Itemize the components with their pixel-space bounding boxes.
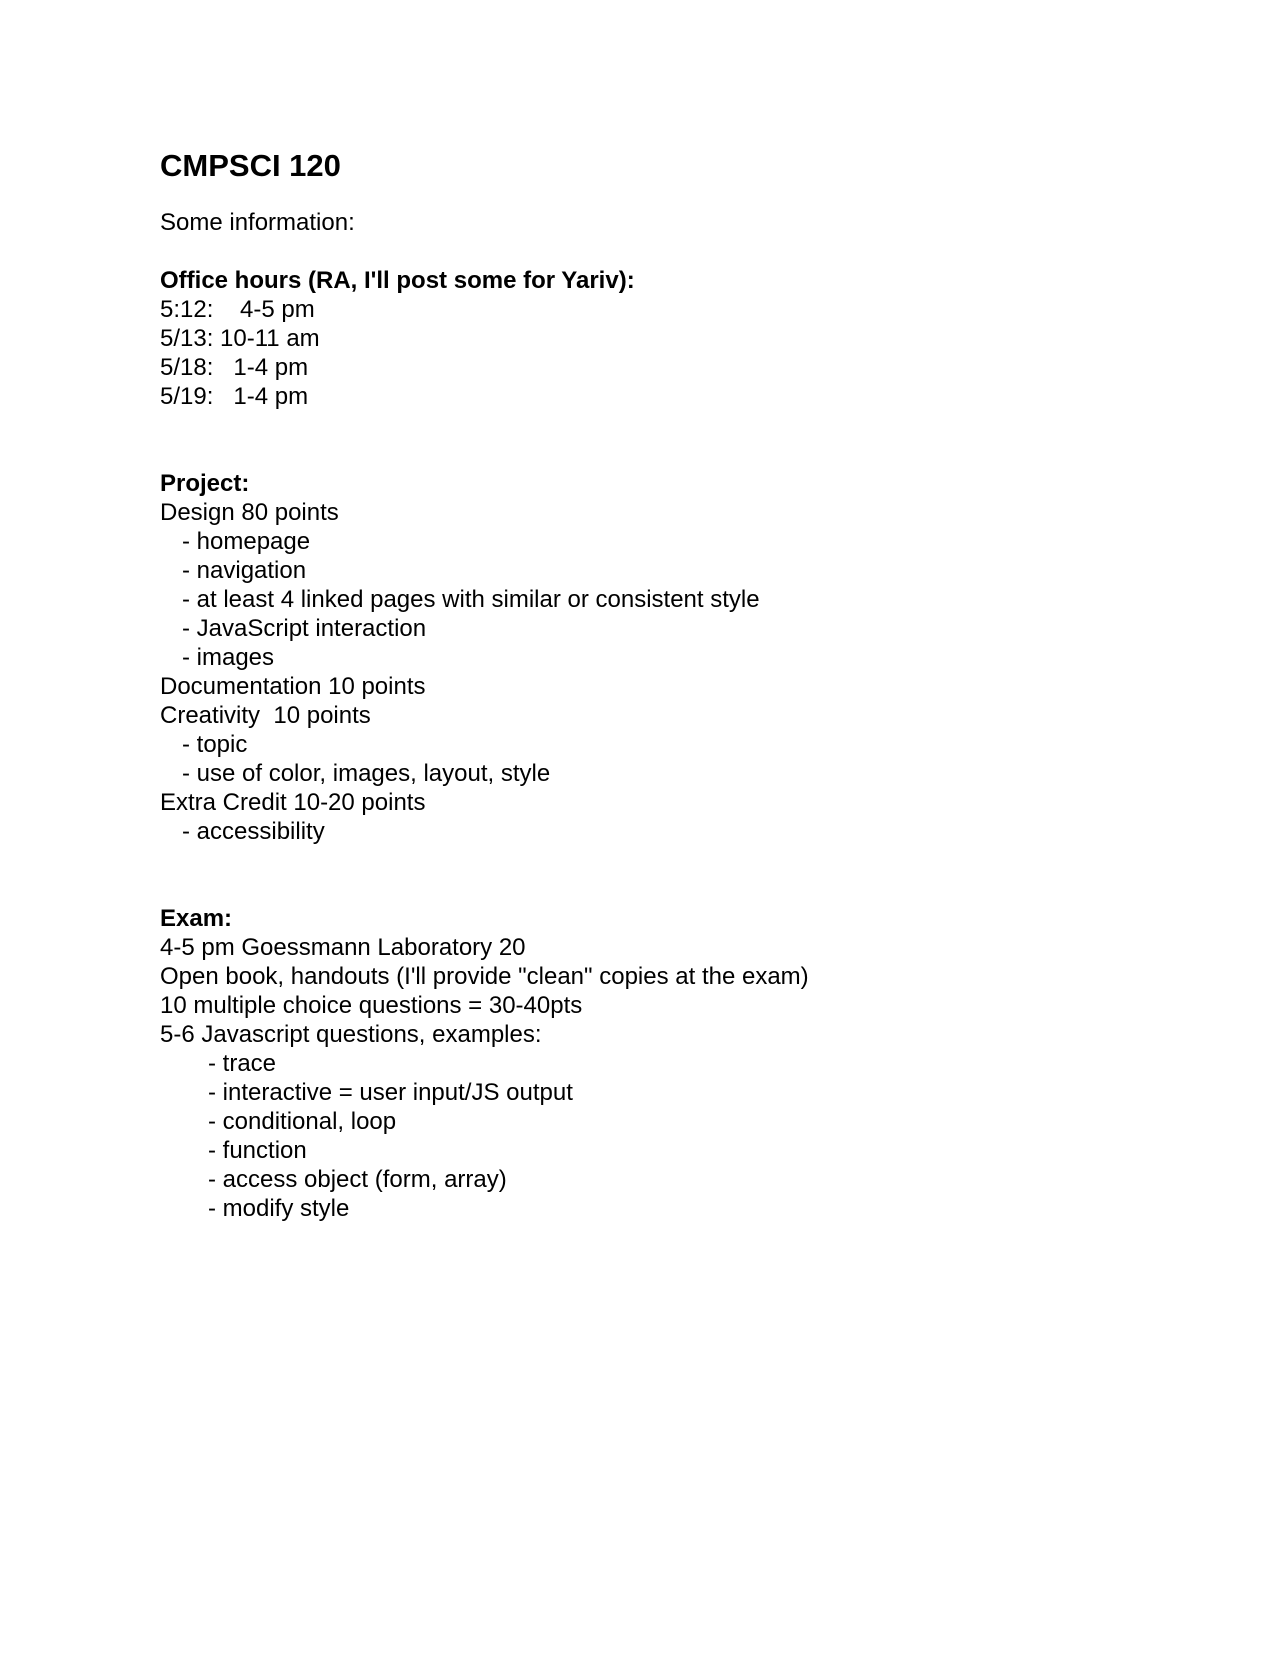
list-item: - at least 4 linked pages with similar or consistent style (182, 586, 760, 613)
exam-line: Open book, handouts (I'll provide "clean" copies at the exam) (160, 963, 809, 990)
exam-heading: Exam: (160, 905, 233, 932)
list-item: - access object (form, array) (208, 1166, 507, 1193)
project-creativity-line: Creativity 10 points (160, 702, 371, 729)
office-hours-line: 5:12: 4-5 pm (160, 296, 315, 323)
document-page (160, 146, 1160, 1223)
exam-line: 10 multiple choice questions = 30-40pts (160, 992, 583, 1019)
office-hours-line: 5/18: 1-4 pm (160, 354, 309, 381)
list-item: - navigation (182, 557, 307, 584)
office-hours-line: 5/13: 10-11 am (160, 325, 320, 352)
list-item: - JavaScript interaction (182, 615, 427, 642)
project-design-line: Design 80 points (160, 499, 339, 526)
project-extra-credit-line: Extra Credit 10-20 points (160, 789, 426, 816)
exam-section (160, 904, 1160, 1223)
list-item: - trace (208, 1050, 277, 1077)
office-hours-section (160, 266, 1160, 411)
exam-example-list (160, 1049, 1160, 1223)
page-title: CMPSCI 120 (160, 148, 341, 183)
list-item: - conditional, loop (208, 1108, 397, 1135)
office-hours-line: 5/19: 1-4 pm (160, 383, 309, 410)
exam-line: 5-6 Javascript questions, examples: (160, 1021, 542, 1048)
list-item: - topic (182, 731, 248, 758)
list-item: - modify style (208, 1195, 350, 1222)
list-item: - use of color, images, layout, style (182, 760, 551, 787)
creativity-item-list (160, 730, 1160, 788)
design-item-list (160, 527, 1160, 672)
list-item: - images (182, 644, 275, 671)
project-documentation-line: Documentation 10 points (160, 673, 426, 700)
project-section (160, 469, 1160, 846)
list-item: - function (208, 1137, 307, 1164)
project-heading: Project: (160, 470, 250, 497)
list-item: - interactive = user input/JS output (208, 1079, 573, 1106)
extra-credit-item-list (160, 817, 1160, 846)
exam-line: 4-5 pm Goessmann Laboratory 20 (160, 934, 526, 961)
office-hours-heading: Office hours (RA, I'll post some for Yariv): (160, 267, 635, 294)
list-item: - accessibility (182, 818, 325, 845)
intro-text: Some information: (160, 209, 355, 236)
list-item: - homepage (182, 528, 311, 555)
